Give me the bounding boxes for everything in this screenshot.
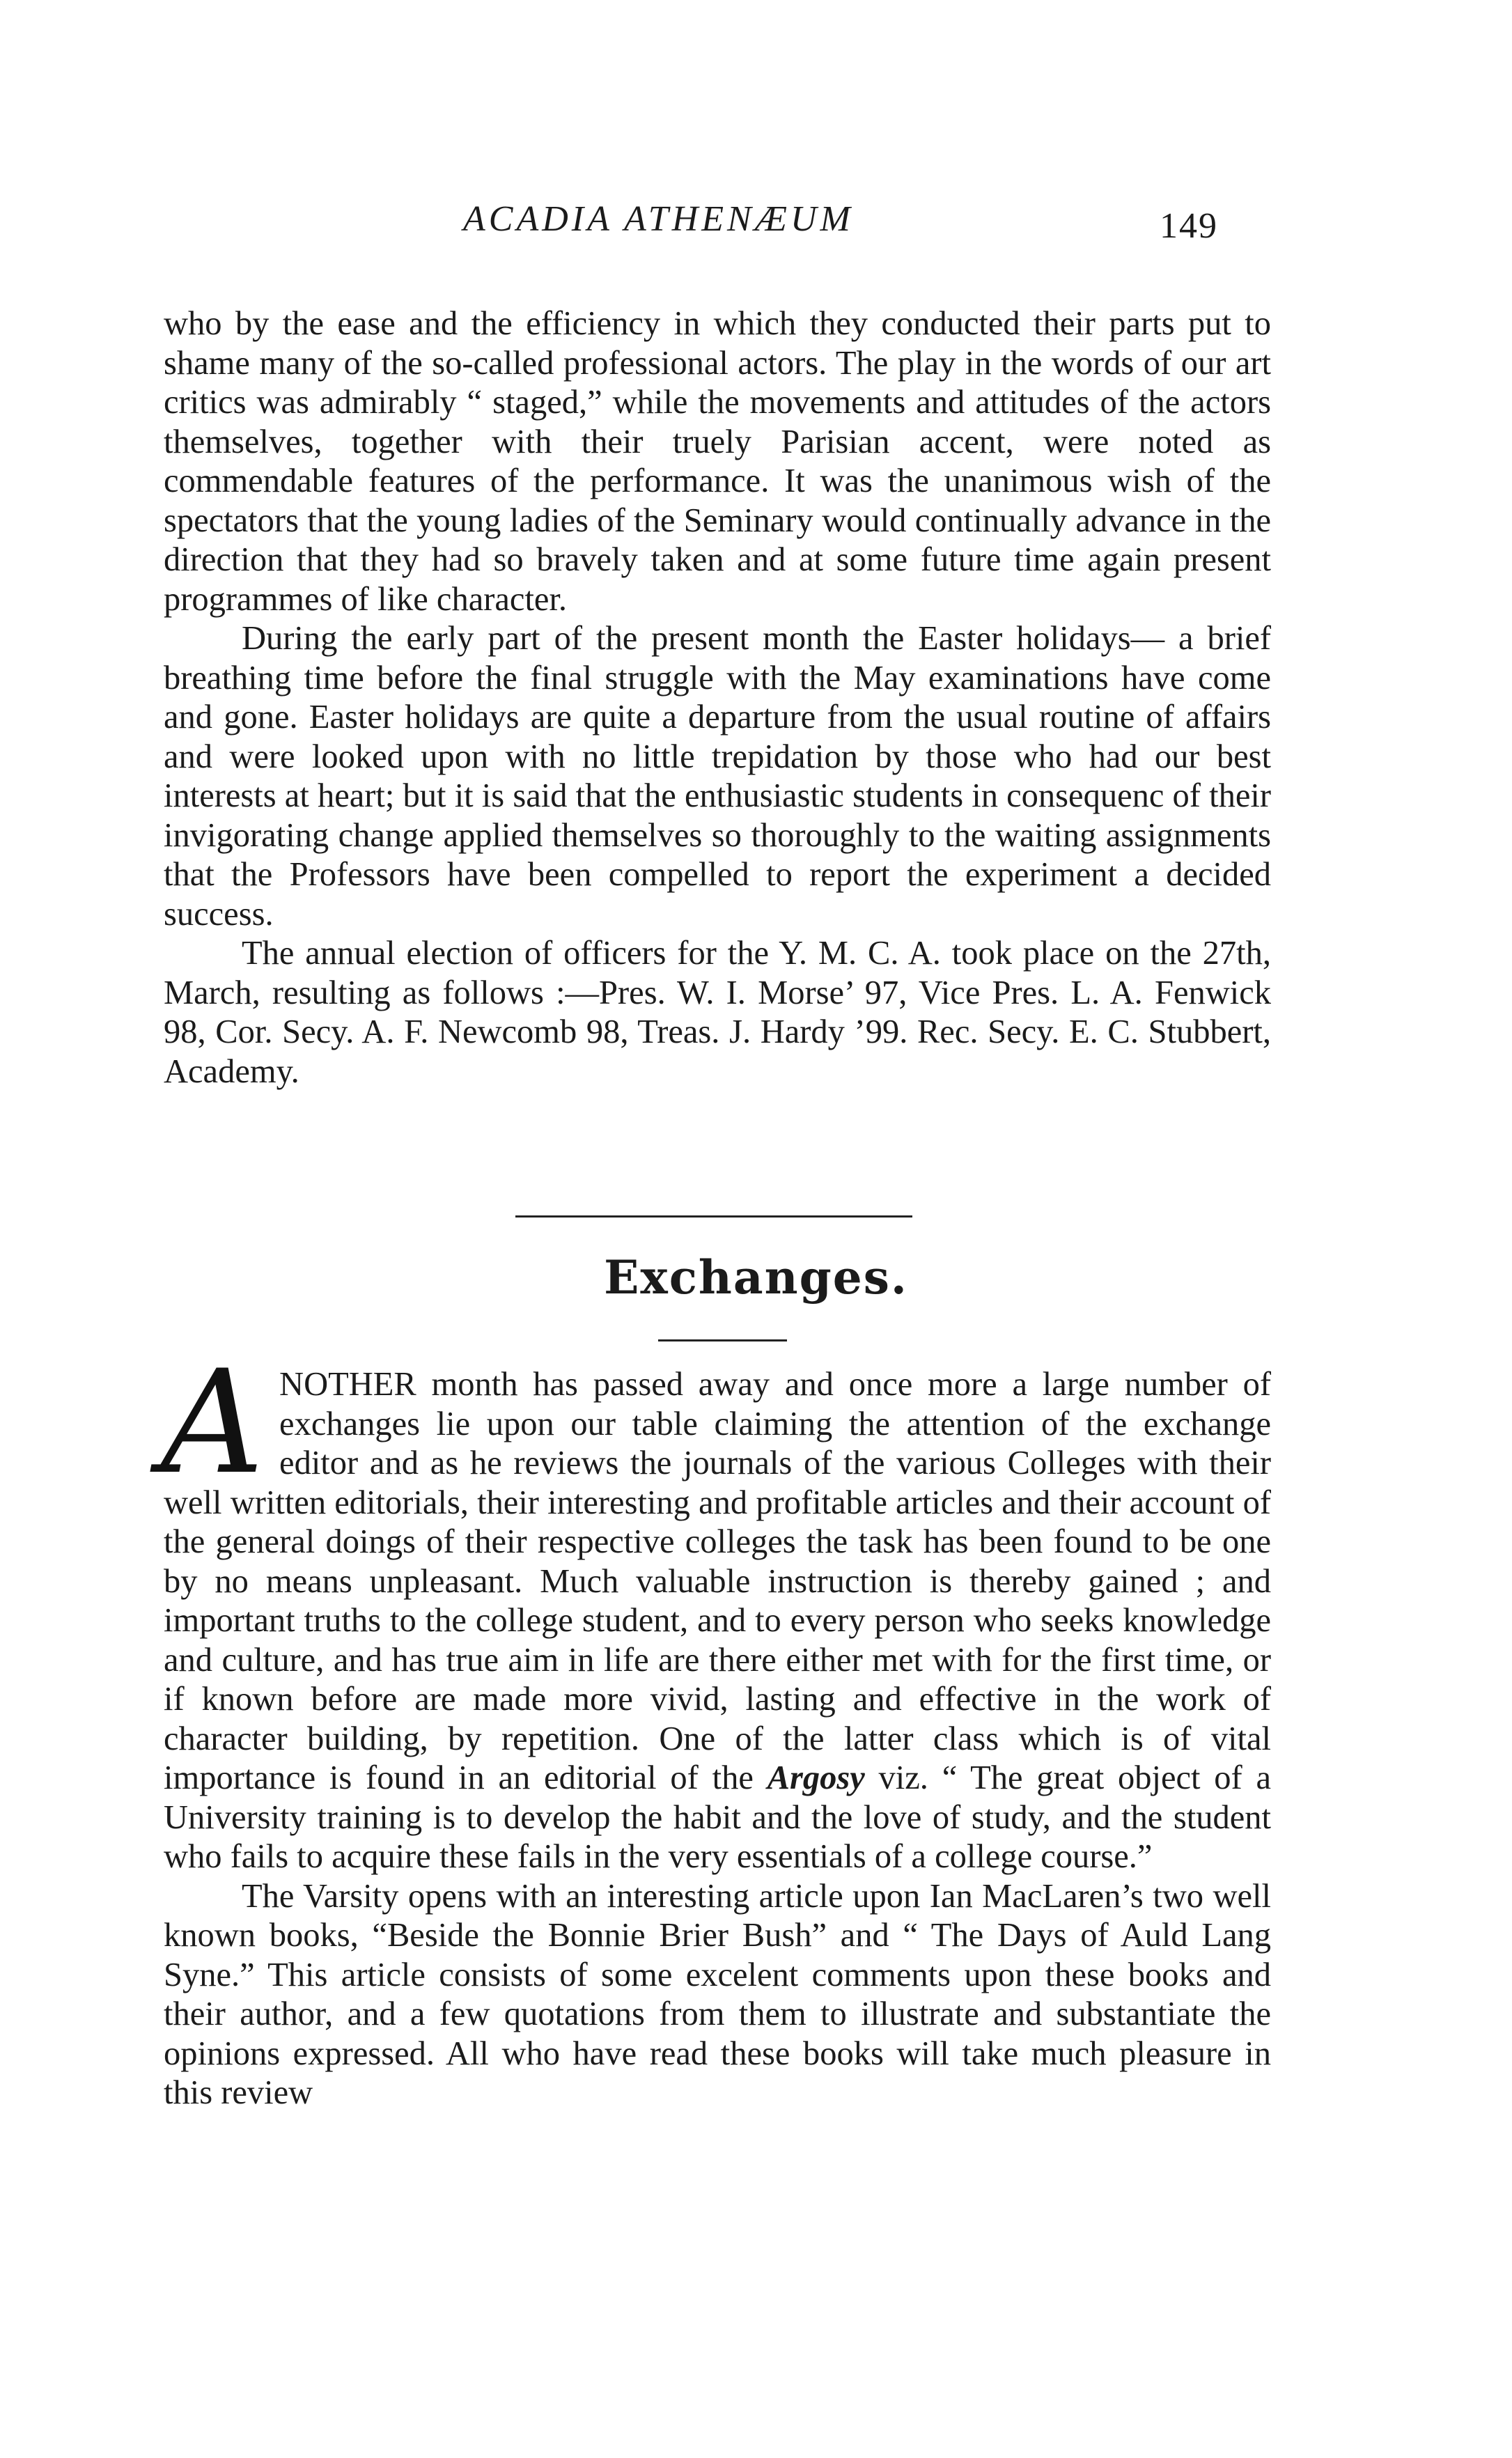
running-title: ACADIA ATHENÆUM: [463, 199, 854, 239]
running-head: [0, 199, 1512, 247]
section-divider: [515, 1215, 912, 1218]
drop-cap: A: [161, 1340, 265, 1506]
exchanges-section: [161, 1340, 1271, 2113]
paragraph-easter-holidays: During the early part of the present month the Easter holidays— a brief breathing time before the final struggle with the May examinations have come and gone. Easter holidays are quite a departure from the usual routine of affairs and were looked upon with no little trepidation by those who had our best interests at heart; but it is said that the enthusiastic students in consequenc of their invigorating change applied themselves so thoroughly to the waiting assignments that the Professors have been compelled to report the experiment a decided success.: [164, 620, 1271, 933]
section-heading-exchanges: Exchanges.: [604, 1250, 908, 1305]
exchanges-intro-quote: viz. “ The great object of a University training is to develop the habit and the love of study, and the student who fails to acquire these fails in the very essentials of a college course.”: [164, 1759, 1271, 1875]
page-number: 149: [1160, 206, 1218, 246]
paragraph-ymca-election: The annual election of officers for the Y. M. C. A. took place on the 27th, March, resulting as follows :—Pres. W. I. Morse’ 97, Vice Pres. L. A. Fenwick 98, Cor. Secy. A. F. Newcomb 98, Treas. J. Hardy ’99. Rec. Secy. E. C. Stubbert, Academy.: [164, 935, 1271, 1090]
heading-underline: [658, 1339, 787, 1341]
article-continuation: [164, 304, 1271, 1091]
journal-name: Argosy: [767, 1759, 865, 1796]
paragraph-play-review: who by the ease and the efficiency in which they conducted their parts put to shame many of the so-called professional actors. The play in the words of our art critics was admirably “ staged,” while the movements and attitudes of the actors themselves, together with their truely Parisian accent, were noted as commendable features of the performance. It was the unanimous wish of the spectators that the young ladies of the Seminary would continually advance in the direction that they had so bravely taken and at some future time again present programmes of like character.: [164, 305, 1271, 618]
paragraph-varsity-review: The Varsity opens with an interesting article upon Ian MacLaren’s two well known books, “Beside the Bonnie Brier Bush” and “ The Days of Auld Lang Syne.” This article consists of some excelent comments upon these books and their author, and a few quotations from them to illustrate and substantiate the opinions expressed. All who have read these books will take much pleasure in this review: [164, 1877, 1271, 2111]
exchanges-intro-text: NOTHER month has passed away and once more a large number of exchanges lie upon our table claiming the attention of the exchange editor and as he reviews the journals of the various Colleges with their well written editorials, their interesting and profitable articles and their account of the general doings of their respective colleges the task has been found to be one by no means unpleasant. Much valuable instruction is thereby gained ; and important truths to the college student, and to every person who seeks knowledge and culture, and has true aim in life are there either met with for the first time, or if known before are made more vivid, lasting and effective in the work of character building, by repetition. One of the latter class which is of vital importance is found in an editorial of the: [164, 1366, 1271, 1796]
paragraph-exchanges-intro: [161, 1340, 1271, 1877]
